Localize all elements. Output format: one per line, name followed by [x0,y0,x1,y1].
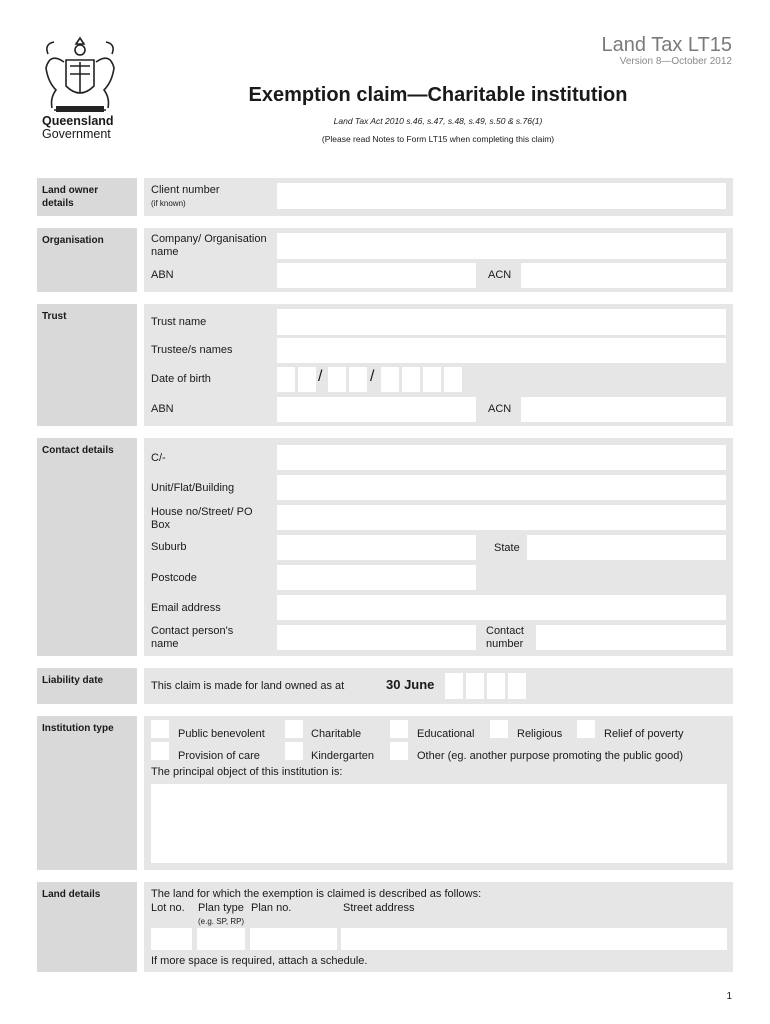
trust-acn-input[interactable] [521,397,726,422]
trust-abn-input[interactable] [277,397,476,422]
liability-section [144,668,733,704]
trust-section-label [37,304,137,426]
dob-slash: / [318,368,323,385]
plan-no-input[interactable] [250,928,337,950]
dob-label: Date of birth [151,373,211,385]
if-known-label: (if known) [151,199,186,208]
liability-text: This claim is made for land owned as at [151,680,345,692]
organisation-section [144,228,733,292]
contact-person-label: Contact person's name [151,625,234,650]
gov-name-line1: Queensland [42,114,114,128]
company-label: Company/ Organisation name [151,233,267,258]
form-title: Land Tax LT15 [601,34,732,56]
street-address-label: Street address [343,902,415,914]
plan-type-input[interactable] [197,928,245,950]
house-input[interactable] [277,505,726,530]
provision-of-care-checkbox[interactable] [151,742,169,760]
lot-input[interactable] [151,928,192,950]
year-digit-input[interactable] [445,673,463,699]
liability-section-label [37,668,137,704]
gov-name-line2: Government [42,127,111,141]
suburb-label: Suburb [151,541,187,553]
more-space-note: If more space is required, attach a schedule. [151,955,368,967]
relief-of-poverty-label: Relief of poverty [604,728,684,740]
dob-year-digit[interactable] [444,367,462,392]
organisation-section-label [37,228,137,292]
institution-section-label [37,716,137,870]
religious-checkbox[interactable] [490,720,508,738]
land-owner-section [144,178,733,216]
dob-day-digit[interactable] [277,367,295,392]
care-of-label: C/- [151,452,166,464]
email-input[interactable] [277,595,726,620]
org-acn-label: ACN [488,269,512,281]
care-of-input[interactable] [277,445,726,470]
postcode-label: Postcode [151,572,197,584]
charitable-label: Charitable [311,728,362,740]
liability-date-fixed: 30 June [386,677,435,692]
client-number-input[interactable] [277,183,726,209]
dob-year-digit[interactable] [381,367,399,392]
institution-section [144,716,733,870]
educational-checkbox[interactable] [390,720,408,738]
trust-section [144,304,733,426]
other-label: Other (eg. another purpose promoting the public good) [417,750,683,762]
charitable-checkbox[interactable] [285,720,303,738]
org-abn-label: ABN [151,269,174,281]
other-checkbox[interactable] [390,742,408,760]
contact-section [144,438,733,656]
organisation-title: Organisation [42,235,104,246]
contact-number-input[interactable] [536,625,726,650]
postcode-input[interactable] [277,565,476,590]
house-label: House no/Street/ PO Box [151,506,253,531]
company-name-input[interactable] [277,233,726,259]
provision-of-care-label: Provision of care [178,750,260,762]
public-benevolent-label: Public benevolent [178,728,265,740]
kindergarten-checkbox[interactable] [285,742,303,760]
act-reference: Land Tax Act 2010 s.46, s.47, s.48, s.49, s.50 & s.76(1) [333,116,543,126]
land-title: Land details [42,889,101,900]
dob-slash: / [370,368,375,385]
trustees-label: Trustee/s names [151,344,233,356]
lot-label: Lot no. [151,902,185,914]
institution-title: Institution type [42,723,114,734]
org-abn-input[interactable] [277,263,476,288]
religious-label: Religious [517,728,563,740]
principal-object-label: The principal object of this institution is: [151,766,343,778]
unit-input[interactable] [277,475,726,500]
land-intro: The land for which the exemption is claimed is described as follows: [151,888,482,900]
dob-month-digit[interactable] [328,367,346,392]
year-digit-input[interactable] [487,673,505,699]
page-number: 1 [726,991,732,1002]
trust-title: Trust [42,311,67,322]
dob-day-digit[interactable] [298,367,316,392]
client-number-label: Client number [151,184,220,196]
plan-type-example: (e.g. SP, RP) [198,917,245,926]
land-owner-title: Land owner details [42,185,99,209]
trust-name-input[interactable] [277,309,726,335]
public-benevolent-checkbox[interactable] [151,720,169,738]
dob-year-digit[interactable] [402,367,420,392]
trustees-input[interactable] [277,338,726,363]
land-section [144,882,733,972]
plan-no-label: Plan no. [251,902,292,914]
email-label: Email address [151,602,221,614]
liability-title: Liability date [42,675,104,686]
trust-name-label: Trust name [151,316,207,328]
educational-label: Educational [417,728,475,740]
unit-label: Unit/Flat/Building [151,482,235,494]
trust-acn-label: ACN [488,403,512,415]
year-digit-input[interactable] [508,673,526,699]
org-acn-input[interactable] [521,263,726,288]
suburb-input[interactable] [277,535,476,560]
principal-object-textarea[interactable] [151,784,727,863]
instructions-note: (Please read Notes to Form LT15 when completing this claim) [321,134,555,144]
relief-of-poverty-checkbox[interactable] [577,720,595,738]
trust-abn-label: ABN [151,403,174,415]
kindergarten-label: Kindergarten [311,750,374,762]
land-section-label [37,882,137,972]
form-version: Version 8—October 2012 [619,56,732,67]
state-input[interactable] [527,535,726,560]
state-label: State [494,542,520,554]
land-owner-section-label [37,178,137,216]
contact-section-label [37,438,137,656]
plan-type-label: Plan type [198,902,244,914]
dob-month-digit[interactable] [349,367,367,392]
contact-number-label: Contact number [486,625,524,650]
dob-year-digit[interactable] [423,367,441,392]
year-digit-input[interactable] [466,673,484,699]
street-address-input[interactable] [341,928,727,950]
contact-title: Contact details [42,445,114,456]
main-title: Exemption claim—Charitable institution [248,84,628,106]
contact-person-input[interactable] [277,625,476,650]
